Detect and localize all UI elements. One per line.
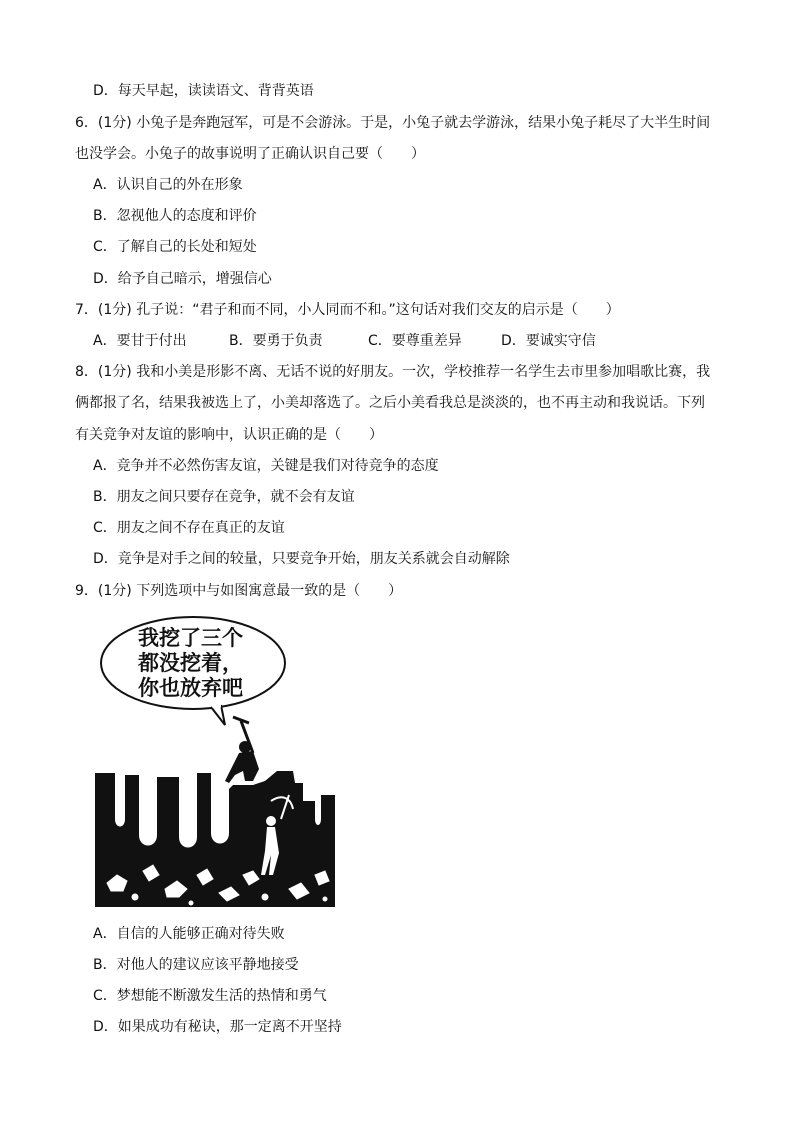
q9-option-a: A．自信的人能够正确对待失败 <box>93 926 285 942</box>
q7-option-a: A．要甘于付出 <box>93 333 187 349</box>
q6-option-b: B．忽视他人的态度和评价 <box>93 208 257 224</box>
q8-stem-line1: 8．(1分) 我和小美是形影不离、无话不说的好朋友。一次，学校推荐一名学生去市里参加唱歌比赛，我 <box>75 364 711 380</box>
q6-stem-line1: 6．(1分) 小兔子是奔跑冠军，可是不会游泳。于是，小兔子就去学游泳，结果小兔子耗尽了大半生时间 <box>75 115 711 131</box>
q6-stem-line2: 也没学会。小兔子的故事说明了正确认识自己要（ ） <box>75 146 425 162</box>
q9-option-b: B．对他人的建议应该平静地接受 <box>93 957 299 973</box>
q7-option-c: C．要尊重差异 <box>368 333 462 349</box>
q7-stem: 7．(1分) 孔子说：“君子和而不同，小人同而不和。”这句话对我们交友的启示是（ ） <box>75 302 620 318</box>
digger-on-top <box>225 717 259 783</box>
q9-cartoon-figure <box>93 613 337 907</box>
q6-option-c: C．了解自己的长处和短处 <box>93 239 257 255</box>
q8-option-c: C．朋友之间不存在真正的友谊 <box>93 520 285 536</box>
q9-option-d: D．如果成功有秘诀，那一定离不开坚持 <box>93 1019 342 1035</box>
q6-option-d: D．给予自己暗示，增强信心 <box>93 271 272 287</box>
speech-line-3: 你也放弃吧 <box>138 676 243 700</box>
digging-cartoon-image <box>93 613 337 907</box>
speech-line-2: 都没挖着， <box>138 651 243 675</box>
q9-stem: 9．(1分) 下列选项中与如图寓意最一致的是（ ） <box>75 583 403 599</box>
speech-bubble-tail <box>211 705 225 725</box>
q5-option-d: D．每天早起，读读语文、背背英语 <box>93 83 314 99</box>
speech-line-1: 我挖了三个 <box>138 626 243 650</box>
q6-option-a: A．认识自己的外在形象 <box>93 177 243 193</box>
q9-option-c: C．梦想能不断激发生活的热情和勇气 <box>93 988 327 1004</box>
q7-options-row <box>93 331 596 351</box>
q7-option-b: B．要勇于负责 <box>229 333 323 349</box>
q7-option-d: D．要诚实守信 <box>501 333 596 349</box>
q8-option-d: D．竞争是对手之间的较量，只要竞争开始，朋友关系就会自动解除 <box>93 551 510 567</box>
q8-option-b: B．朋友之间只要存在竞争，就不会有友谊 <box>93 489 355 505</box>
q8-stem-line2: 俩都报了名，结果我被选上了，小美却落选了。之后小美看我总是淡淡的，也不再主动和我说话。下列 <box>75 395 705 411</box>
q8-option-a: A．竞争并不必然伤害友谊，关键是我们对待竞争的态度 <box>93 458 439 474</box>
q8-stem-line3: 有关竞争对友谊的影响中，认识正确的是（ ） <box>75 427 383 443</box>
